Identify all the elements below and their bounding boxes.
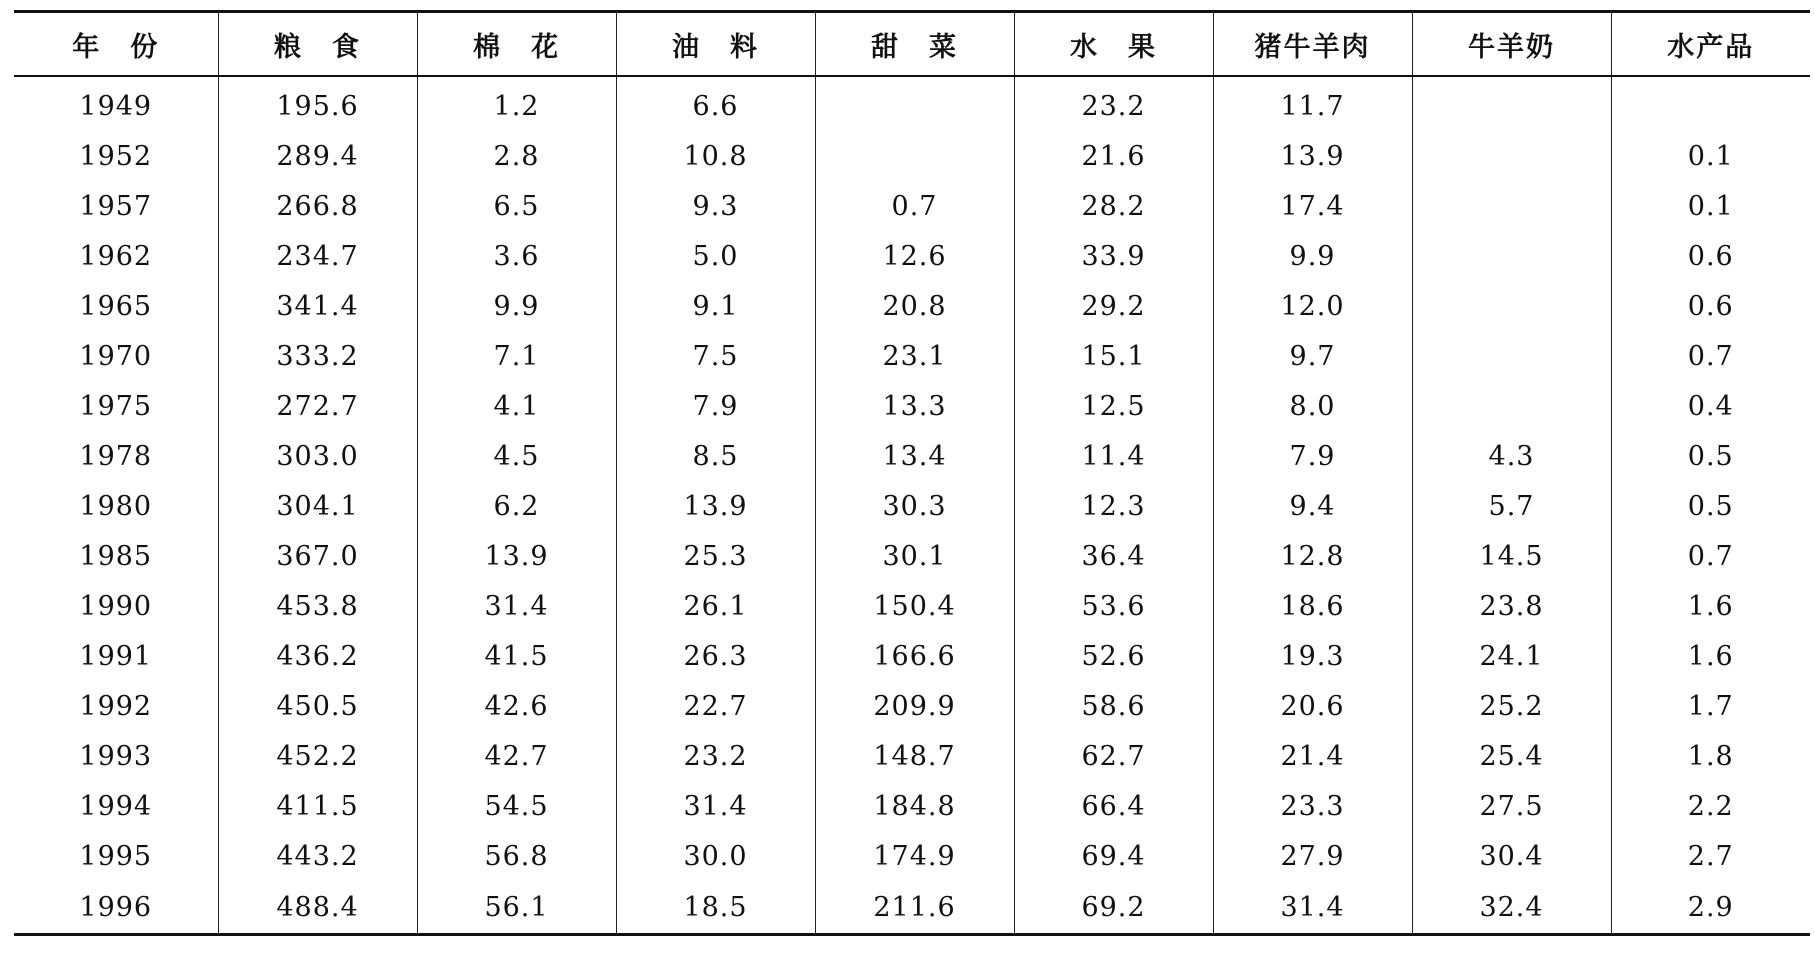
year-cell: 1975 [79,390,153,422]
value-cell: 341.4 [218,281,417,331]
value-cell: 266.8 [218,181,417,231]
table-header-row [14,12,1810,77]
value-cell: 15.1 [1014,331,1213,381]
value-cell: 42.7 [417,731,616,781]
value-cell: 211.6 [815,881,1014,935]
table-row [14,731,1810,781]
value-cell [815,131,1014,181]
table-row [14,431,1810,481]
value-cell: 7.1 [417,331,616,381]
year-cell: 1985 [79,540,153,572]
column-header: 年 份 [72,31,160,63]
value-cell: 32.4 [1412,881,1611,935]
value-cell: 24.1 [1412,631,1611,681]
table-row [14,181,1810,231]
value-cell [1611,76,1810,131]
value-cell: 7.9 [1213,431,1412,481]
value-cell: 2.8 [417,131,616,181]
value-cell: 26.1 [616,581,815,631]
value-cell: 8.0 [1213,381,1412,431]
value-cell: 9.7 [1213,331,1412,381]
value-cell [1412,181,1611,231]
value-cell: 53.6 [1014,581,1213,631]
value-cell: 7.9 [616,381,815,431]
value-cell: 367.0 [218,531,417,581]
value-cell: 30.1 [815,531,1014,581]
value-cell: 195.6 [218,76,417,131]
value-cell: 62.7 [1014,731,1213,781]
value-cell: 13.9 [417,531,616,581]
value-cell: 31.4 [1213,881,1412,935]
column-header: 粮 食 [218,12,417,77]
value-cell: 4.1 [417,381,616,431]
table-row [14,781,1810,831]
value-cell: 9.9 [1213,231,1412,281]
value-cell: 9.4 [1213,481,1412,531]
table-row [14,631,1810,681]
year-cell: 1952 [79,140,153,172]
value-cell: 5.7 [1412,481,1611,531]
value-cell: 488.4 [218,881,417,935]
value-cell: 18.5 [616,881,815,935]
value-cell: 1.6 [1611,631,1810,681]
value-cell: 272.7 [218,381,417,431]
table-row [14,131,1810,181]
value-cell: 14.5 [1412,531,1611,581]
year-cell: 1978 [79,440,153,472]
value-cell: 36.4 [1014,531,1213,581]
column-header: 甜 菜 [815,12,1014,77]
value-cell: 13.3 [815,381,1014,431]
table-row [14,281,1810,331]
value-cell: 27.9 [1213,831,1412,881]
value-cell: 26.3 [616,631,815,681]
year-cell: 1990 [79,590,153,622]
value-cell: 6.2 [417,481,616,531]
column-header: 猪牛羊肉 [1213,12,1412,77]
year-cell: 1980 [79,490,153,522]
value-cell [815,76,1014,131]
value-cell: 29.2 [1014,281,1213,331]
value-cell: 25.3 [616,531,815,581]
table-row [14,76,1810,131]
value-cell: 33.9 [1014,231,1213,281]
value-cell: 25.2 [1412,681,1611,731]
year-cell: 1970 [79,340,153,372]
value-cell [1412,76,1611,131]
value-cell: 0.4 [1611,381,1810,431]
value-cell: 42.6 [417,681,616,731]
value-cell: 31.4 [417,581,616,631]
value-cell [1412,381,1611,431]
value-cell: 21.6 [1014,131,1213,181]
value-cell: 1.2 [417,76,616,131]
value-cell: 56.8 [417,831,616,881]
value-cell: 9.3 [616,181,815,231]
value-cell: 453.8 [218,581,417,631]
value-cell: 2.9 [1611,881,1810,935]
value-cell: 31.4 [616,781,815,831]
value-cell: 23.2 [1014,76,1213,131]
value-cell: 6.5 [417,181,616,231]
value-cell: 7.5 [616,331,815,381]
value-cell: 333.2 [218,331,417,381]
value-cell [1412,331,1611,381]
value-cell: 69.2 [1014,881,1213,935]
value-cell: 166.6 [815,631,1014,681]
value-cell: 54.5 [417,781,616,831]
value-cell: 17.4 [1213,181,1412,231]
value-cell: 1.6 [1611,581,1810,631]
value-cell: 69.4 [1014,831,1213,881]
value-cell: 30.3 [815,481,1014,531]
value-cell: 66.4 [1014,781,1213,831]
value-cell: 4.5 [417,431,616,481]
value-cell: 0.5 [1611,481,1810,531]
value-cell: 0.5 [1611,431,1810,481]
value-cell: 18.6 [1213,581,1412,631]
value-cell: 0.7 [815,181,1014,231]
table-row [14,681,1810,731]
value-cell: 303.0 [218,431,417,481]
value-cell: 0.1 [1611,131,1810,181]
year-cell: 1965 [79,290,153,322]
table-row [14,381,1810,431]
value-cell: 23.3 [1213,781,1412,831]
value-cell: 23.8 [1412,581,1611,631]
value-cell: 450.5 [218,681,417,731]
value-cell: 443.2 [218,831,417,881]
year-cell: 1993 [79,740,153,772]
value-cell: 30.4 [1412,831,1611,881]
year-cell: 1992 [79,690,153,722]
value-cell: 20.6 [1213,681,1412,731]
value-cell: 0.7 [1611,531,1810,581]
year-cell: 1996 [79,891,153,923]
value-cell: 0.1 [1611,181,1810,231]
value-cell: 25.4 [1412,731,1611,781]
table-row [14,831,1810,881]
value-cell: 184.8 [815,781,1014,831]
column-header: 牛羊奶 [1412,12,1611,77]
value-cell: 12.6 [815,231,1014,281]
value-cell: 13.9 [616,481,815,531]
value-cell: 12.5 [1014,381,1213,431]
document-page [14,10,1810,936]
value-cell: 52.6 [1014,631,1213,681]
value-cell [1412,231,1611,281]
value-cell: 12.3 [1014,481,1213,531]
value-cell: 20.8 [815,281,1014,331]
value-cell: 56.1 [417,881,616,935]
year-cell: 1994 [79,790,153,822]
production-table [14,10,1810,936]
value-cell: 4.3 [1412,431,1611,481]
value-cell: 9.1 [616,281,815,331]
value-cell: 304.1 [218,481,417,531]
value-cell: 6.6 [616,76,815,131]
value-cell: 41.5 [417,631,616,681]
value-cell: 21.4 [1213,731,1412,781]
value-cell: 3.6 [417,231,616,281]
year-cell: 1957 [79,190,153,222]
value-cell: 452.2 [218,731,417,781]
year-cell: 1962 [79,240,153,272]
value-cell: 2.2 [1611,781,1810,831]
value-cell: 22.7 [616,681,815,731]
value-cell: 1.8 [1611,731,1810,781]
value-cell: 0.6 [1611,281,1810,331]
value-cell [1412,131,1611,181]
value-cell: 27.5 [1412,781,1611,831]
year-cell: 1995 [79,840,153,872]
value-cell: 9.9 [417,281,616,331]
value-cell: 12.8 [1213,531,1412,581]
table-row [14,481,1810,531]
value-cell: 411.5 [218,781,417,831]
value-cell: 23.1 [815,331,1014,381]
column-header: 棉 花 [417,12,616,77]
value-cell: 58.6 [1014,681,1213,731]
value-cell: 13.4 [815,431,1014,481]
value-cell: 1.7 [1611,681,1810,731]
table-row [14,881,1810,935]
table-row [14,231,1810,281]
value-cell: 148.7 [815,731,1014,781]
value-cell: 0.7 [1611,331,1810,381]
table-body [14,76,1810,935]
column-header: 油 料 [616,12,815,77]
value-cell: 174.9 [815,831,1014,881]
column-header: 水产品 [1611,12,1810,77]
table-row [14,531,1810,581]
value-cell: 23.2 [616,731,815,781]
value-cell: 11.7 [1213,76,1412,131]
value-cell: 234.7 [218,231,417,281]
value-cell [1412,281,1611,331]
value-cell: 2.7 [1611,831,1810,881]
year-cell: 1949 [79,90,153,122]
column-header: 水 果 [1014,12,1213,77]
value-cell: 289.4 [218,131,417,181]
value-cell: 11.4 [1014,431,1213,481]
value-cell: 150.4 [815,581,1014,631]
value-cell: 28.2 [1014,181,1213,231]
year-cell: 1991 [79,640,153,672]
value-cell: 10.8 [616,131,815,181]
table-row [14,331,1810,381]
table-row [14,581,1810,631]
value-cell: 209.9 [815,681,1014,731]
value-cell: 436.2 [218,631,417,681]
value-cell: 8.5 [616,431,815,481]
value-cell: 30.0 [616,831,815,881]
value-cell: 0.6 [1611,231,1810,281]
value-cell: 19.3 [1213,631,1412,681]
value-cell: 13.9 [1213,131,1412,181]
value-cell: 12.0 [1213,281,1412,331]
value-cell: 5.0 [616,231,815,281]
